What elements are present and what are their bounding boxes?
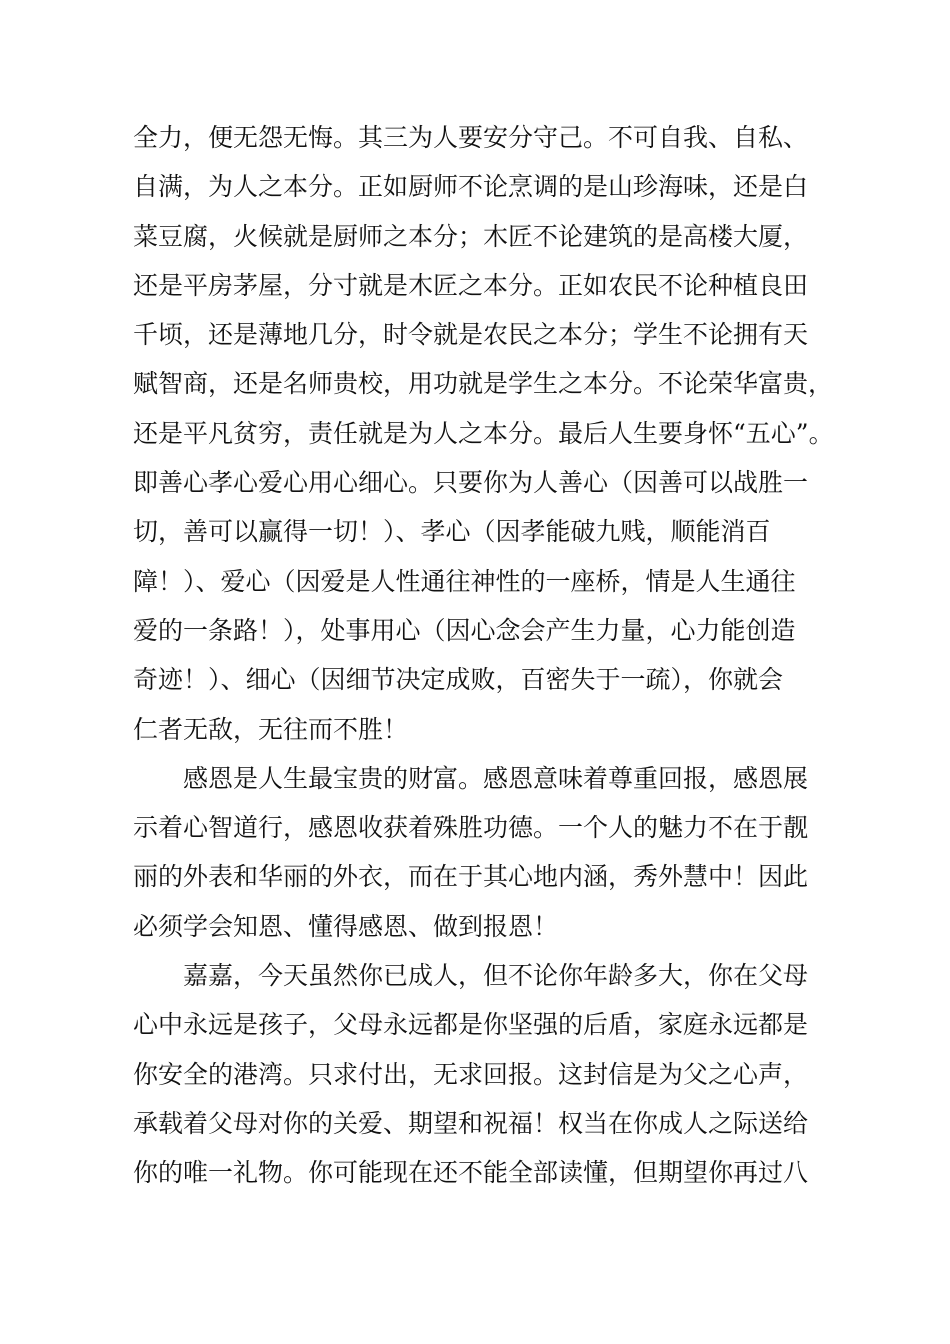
text-line: 即善心孝心爱心用心细心。只要你为人善心（因善可以战胜一 (133, 468, 809, 498)
text-line: 全力，便无怨无悔。其三为人要安分守己。不可自我、自私、 (133, 123, 809, 152)
text-line: 你安全的港湾。只求付出，无求回报。这封信是为父之心声， (133, 1059, 809, 1089)
text-line: 还是平房茅屋，分寸就是木匠之本分。正如农民不论种植良田 (133, 270, 809, 300)
text-line: 障！）、爱心（因爱是人性通往神性的一座桥，情是人生通往 (133, 566, 796, 596)
text-line: 承载着父母对你的关爱、期望和祝福！权当在你成人之际送给 (133, 1108, 809, 1138)
text-line: 爱的一条路！），处事用心（因心念会产生力量，心力能创造 (133, 615, 796, 645)
text-line: 赋智商，还是名师贵校，用功就是学生之本分。不论荣华富贵， (133, 369, 834, 399)
paragraph-start-line: 嘉嘉，今天虽然你已成人，但不论你年龄多大，你在父母 (183, 961, 809, 991)
text-line: 示着心智道行，感恩收获着殊胜功德。一个人的魅力不在于靓 (133, 813, 809, 843)
letter-body (133, 113, 833, 1198)
text-line: 你的唯一礼物。你可能现在还不能全部读懂，但期望你再过八 (133, 1158, 809, 1188)
text-line: 自满，为人之本分。正如厨师不论烹调的是山珍海味，还是白 (133, 172, 809, 202)
text-line: 必须学会知恩、懂得感恩、做到报恩！ (133, 911, 559, 941)
text-line: 切，善可以赢得一切！）、孝心（因孝能破九贱，顺能消百 (133, 517, 771, 547)
text-line: 奇迹！）、细心（因细节决定成败，百密失于一疏），你就会 (133, 665, 784, 695)
text-line: 千顷，还是薄地几分，时令就是农民之本分；学生不论拥有天 (133, 320, 809, 350)
text-line: 丽的外表和华丽的外衣，而在于其心地内涵，秀外慧中！因此 (133, 862, 809, 892)
paragraph-start-line: 感恩是人生最宝贵的财富。感恩意味着尊重回报，感恩展 (183, 763, 809, 793)
text-line: 仁者无敌，无往而不胜！ (133, 714, 409, 744)
text-line: 心中永远是孩子，父母永远都是你坚强的后盾，家庭永远都是 (133, 1010, 809, 1040)
text-line: 还是平凡贫穷，责任就是为人之本分。最后人生要身怀“五心”。 (133, 418, 834, 448)
text-line: 菜豆腐，火候就是厨师之本分；木匠不论建筑的是高楼大厦， (133, 221, 809, 251)
